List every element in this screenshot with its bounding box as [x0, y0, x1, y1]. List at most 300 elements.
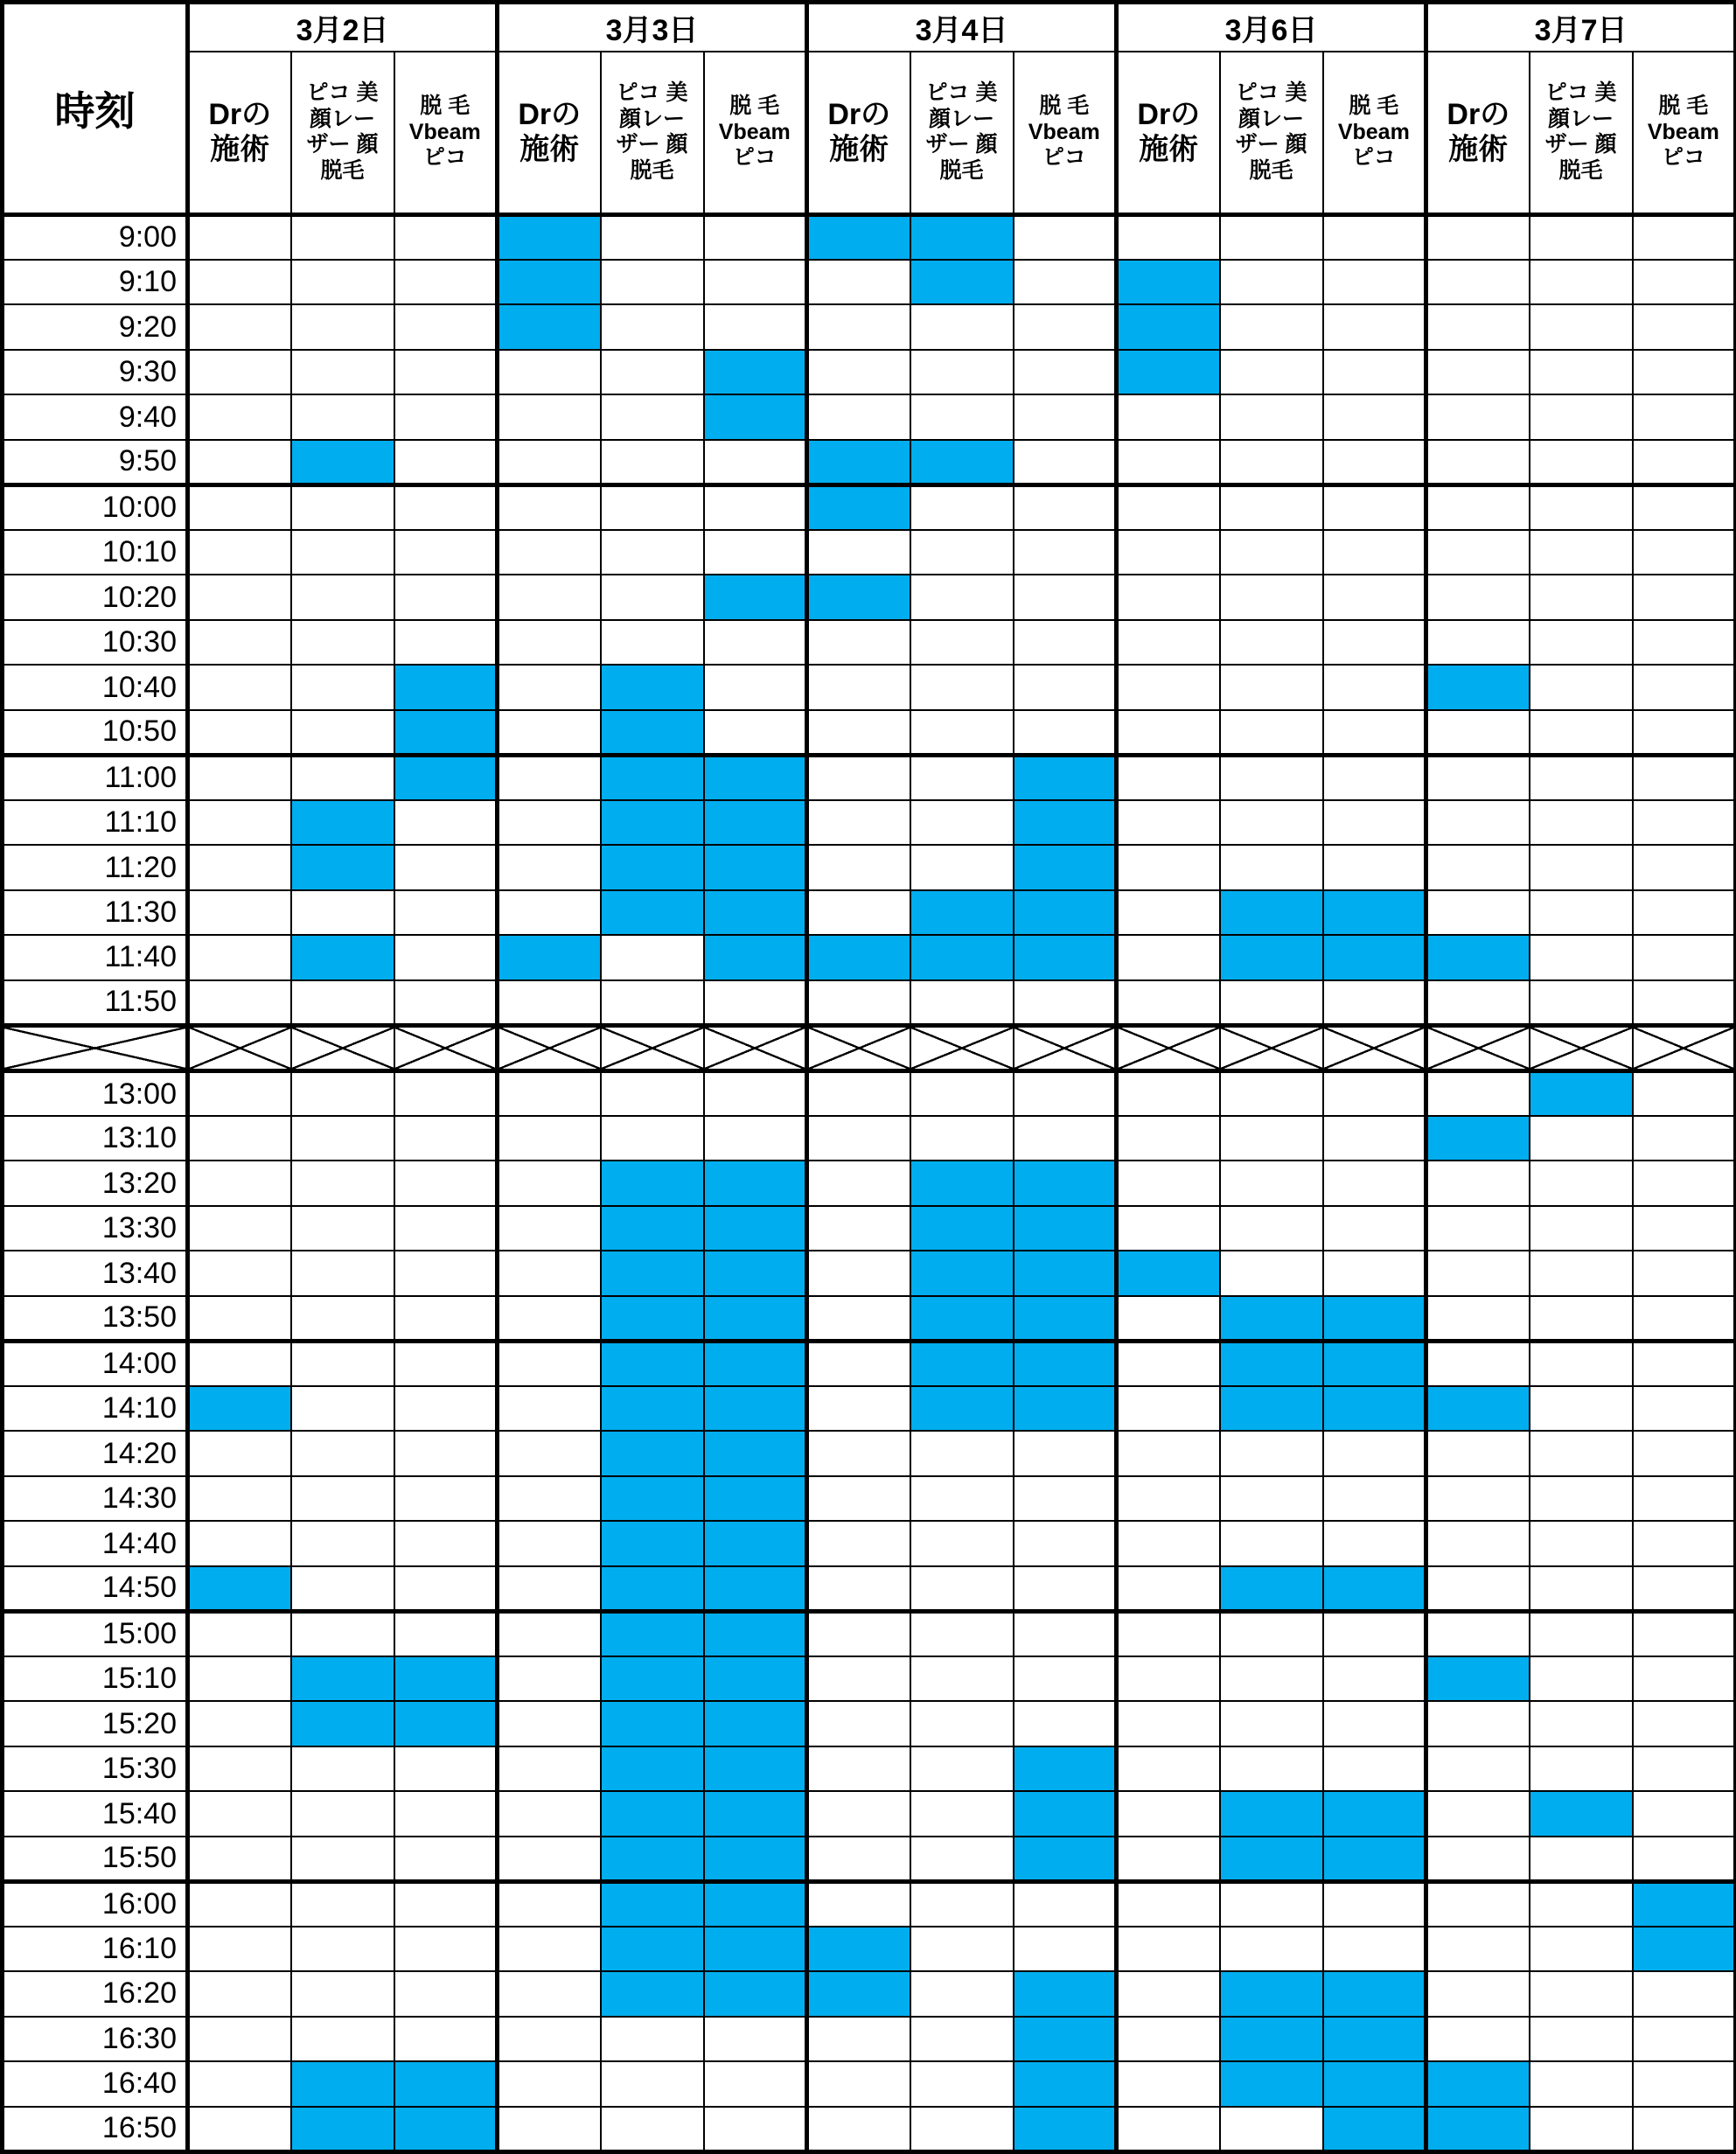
available-slot-cell[interactable] — [704, 665, 807, 709]
available-slot-cell[interactable] — [1426, 1161, 1530, 1205]
booked-slot-cell[interactable] — [1220, 890, 1323, 935]
available-slot-cell[interactable] — [1220, 394, 1323, 439]
available-slot-cell[interactable] — [394, 1521, 498, 1565]
available-slot-cell[interactable] — [1633, 575, 1736, 619]
available-slot-cell[interactable] — [1426, 1791, 1530, 1836]
available-slot-cell[interactable] — [807, 710, 910, 755]
available-slot-cell[interactable] — [1323, 980, 1426, 1025]
available-slot-cell[interactable] — [498, 1386, 601, 1431]
available-slot-cell[interactable] — [1633, 620, 1736, 665]
available-slot-cell[interactable] — [807, 1746, 910, 1791]
booked-slot-cell[interactable] — [807, 484, 910, 529]
available-slot-cell[interactable] — [807, 800, 910, 845]
available-slot-cell[interactable] — [498, 484, 601, 529]
available-slot-cell[interactable] — [188, 1881, 291, 1926]
booked-slot-cell[interactable] — [807, 1927, 910, 1971]
available-slot-cell[interactable] — [394, 260, 498, 304]
available-slot-cell[interactable] — [807, 890, 910, 935]
booked-slot-cell[interactable] — [1117, 304, 1220, 349]
available-slot-cell[interactable] — [704, 440, 807, 484]
available-slot-cell[interactable] — [1530, 304, 1633, 349]
booked-slot-cell[interactable] — [601, 1476, 704, 1521]
booked-slot-cell[interactable] — [394, 1701, 498, 1746]
available-slot-cell[interactable] — [498, 890, 601, 935]
available-slot-cell[interactable] — [394, 440, 498, 484]
available-slot-cell[interactable] — [291, 1296, 394, 1341]
available-slot-cell[interactable] — [498, 1927, 601, 1971]
available-slot-cell[interactable] — [1014, 575, 1117, 619]
booked-slot-cell[interactable] — [1117, 350, 1220, 394]
available-slot-cell[interactable] — [1220, 1611, 1323, 1656]
booked-slot-cell[interactable] — [704, 1341, 807, 1385]
available-slot-cell[interactable] — [1323, 665, 1426, 709]
booked-slot-cell[interactable] — [601, 1881, 704, 1926]
booked-slot-cell[interactable] — [1220, 1566, 1323, 1611]
booked-slot-cell[interactable] — [1220, 935, 1323, 979]
available-slot-cell[interactable] — [1633, 484, 1736, 529]
available-slot-cell[interactable] — [188, 1161, 291, 1205]
available-slot-cell[interactable] — [394, 890, 498, 935]
available-slot-cell[interactable] — [1117, 665, 1220, 709]
available-slot-cell[interactable] — [394, 845, 498, 889]
available-slot-cell[interactable] — [1530, 215, 1633, 260]
booked-slot-cell[interactable] — [704, 1206, 807, 1251]
booked-slot-cell[interactable] — [601, 1791, 704, 1836]
available-slot-cell[interactable] — [188, 350, 291, 394]
available-slot-cell[interactable] — [498, 1251, 601, 1295]
available-slot-cell[interactable] — [1014, 1071, 1117, 1116]
booked-slot-cell[interactable] — [704, 1521, 807, 1565]
available-slot-cell[interactable] — [498, 1566, 601, 1611]
available-slot-cell[interactable] — [291, 1927, 394, 1971]
available-slot-cell[interactable] — [394, 1566, 498, 1611]
booked-slot-cell[interactable] — [1014, 800, 1117, 845]
available-slot-cell[interactable] — [498, 1701, 601, 1746]
available-slot-cell[interactable] — [1633, 710, 1736, 755]
booked-slot-cell[interactable] — [807, 1971, 910, 2016]
available-slot-cell[interactable] — [394, 1071, 498, 1116]
available-slot-cell[interactable] — [188, 1431, 291, 1475]
available-slot-cell[interactable] — [910, 2061, 1014, 2106]
available-slot-cell[interactable] — [910, 1476, 1014, 1521]
available-slot-cell[interactable] — [1220, 350, 1323, 394]
available-slot-cell[interactable] — [394, 575, 498, 619]
available-slot-cell[interactable] — [807, 1521, 910, 1565]
available-slot-cell[interactable] — [910, 1701, 1014, 1746]
available-slot-cell[interactable] — [1426, 1071, 1530, 1116]
booked-slot-cell[interactable] — [1323, 1837, 1426, 1881]
booked-slot-cell[interactable] — [1014, 935, 1117, 979]
available-slot-cell[interactable] — [291, 1611, 394, 1656]
available-slot-cell[interactable] — [1530, 755, 1633, 799]
available-slot-cell[interactable] — [498, 620, 601, 665]
booked-slot-cell[interactable] — [1323, 935, 1426, 979]
available-slot-cell[interactable] — [601, 440, 704, 484]
available-slot-cell[interactable] — [1633, 2107, 1736, 2152]
booked-slot-cell[interactable] — [1426, 1116, 1530, 1161]
available-slot-cell[interactable] — [1117, 1071, 1220, 1116]
available-slot-cell[interactable] — [394, 1476, 498, 1521]
booked-slot-cell[interactable] — [1014, 1971, 1117, 2016]
available-slot-cell[interactable] — [704, 530, 807, 575]
available-slot-cell[interactable] — [291, 1476, 394, 1521]
available-slot-cell[interactable] — [1530, 1161, 1633, 1205]
available-slot-cell[interactable] — [1117, 1386, 1220, 1431]
available-slot-cell[interactable] — [291, 1566, 394, 1611]
available-slot-cell[interactable] — [910, 1971, 1014, 2016]
available-slot-cell[interactable] — [291, 1206, 394, 1251]
booked-slot-cell[interactable] — [601, 1656, 704, 1701]
booked-slot-cell[interactable] — [704, 1701, 807, 1746]
available-slot-cell[interactable] — [291, 350, 394, 394]
available-slot-cell[interactable] — [910, 304, 1014, 349]
available-slot-cell[interactable] — [704, 304, 807, 349]
booked-slot-cell[interactable] — [601, 1341, 704, 1385]
available-slot-cell[interactable] — [1426, 350, 1530, 394]
available-slot-cell[interactable] — [1323, 710, 1426, 755]
available-slot-cell[interactable] — [807, 1837, 910, 1881]
available-slot-cell[interactable] — [910, 845, 1014, 889]
booked-slot-cell[interactable] — [1323, 890, 1426, 935]
available-slot-cell[interactable] — [910, 2017, 1014, 2061]
available-slot-cell[interactable] — [1323, 1116, 1426, 1161]
available-slot-cell[interactable] — [498, 1341, 601, 1385]
available-slot-cell[interactable] — [498, 755, 601, 799]
available-slot-cell[interactable] — [1530, 1431, 1633, 1475]
available-slot-cell[interactable] — [1426, 1521, 1530, 1565]
booked-slot-cell[interactable] — [291, 845, 394, 889]
available-slot-cell[interactable] — [1530, 2107, 1633, 2152]
available-slot-cell[interactable] — [1220, 980, 1323, 1025]
available-slot-cell[interactable] — [1117, 484, 1220, 529]
available-slot-cell[interactable] — [704, 260, 807, 304]
available-slot-cell[interactable] — [1530, 980, 1633, 1025]
booked-slot-cell[interactable] — [1323, 2017, 1426, 2061]
available-slot-cell[interactable] — [498, 845, 601, 889]
available-slot-cell[interactable] — [394, 1161, 498, 1205]
available-slot-cell[interactable] — [1633, 1341, 1736, 1385]
available-slot-cell[interactable] — [1117, 1837, 1220, 1881]
available-slot-cell[interactable] — [394, 1927, 498, 1971]
available-slot-cell[interactable] — [1426, 1611, 1530, 1656]
available-slot-cell[interactable] — [1633, 1521, 1736, 1565]
available-slot-cell[interactable] — [291, 1071, 394, 1116]
booked-slot-cell[interactable] — [704, 1566, 807, 1611]
booked-slot-cell[interactable] — [1014, 1341, 1117, 1385]
booked-slot-cell[interactable] — [601, 1296, 704, 1341]
booked-slot-cell[interactable] — [704, 890, 807, 935]
available-slot-cell[interactable] — [1426, 440, 1530, 484]
available-slot-cell[interactable] — [291, 755, 394, 799]
available-slot-cell[interactable] — [1117, 1791, 1220, 1836]
available-slot-cell[interactable] — [1117, 1476, 1220, 1521]
available-slot-cell[interactable] — [1426, 394, 1530, 439]
available-slot-cell[interactable] — [807, 620, 910, 665]
available-slot-cell[interactable] — [1014, 620, 1117, 665]
available-slot-cell[interactable] — [1117, 1161, 1220, 1205]
available-slot-cell[interactable] — [704, 215, 807, 260]
available-slot-cell[interactable] — [291, 484, 394, 529]
available-slot-cell[interactable] — [1633, 1251, 1736, 1295]
available-slot-cell[interactable] — [291, 890, 394, 935]
available-slot-cell[interactable] — [807, 394, 910, 439]
available-slot-cell[interactable] — [188, 1927, 291, 1971]
available-slot-cell[interactable] — [1323, 394, 1426, 439]
booked-slot-cell[interactable] — [910, 440, 1014, 484]
available-slot-cell[interactable] — [1633, 890, 1736, 935]
available-slot-cell[interactable] — [1323, 755, 1426, 799]
available-slot-cell[interactable] — [807, 1206, 910, 1251]
booked-slot-cell[interactable] — [1426, 1656, 1530, 1701]
available-slot-cell[interactable] — [601, 484, 704, 529]
available-slot-cell[interactable] — [394, 1386, 498, 1431]
booked-slot-cell[interactable] — [1323, 1296, 1426, 1341]
available-slot-cell[interactable] — [910, 1116, 1014, 1161]
available-slot-cell[interactable] — [910, 980, 1014, 1025]
available-slot-cell[interactable] — [1530, 1701, 1633, 1746]
available-slot-cell[interactable] — [807, 1611, 910, 1656]
booked-slot-cell[interactable] — [1426, 2061, 1530, 2106]
booked-slot-cell[interactable] — [1014, 2107, 1117, 2152]
available-slot-cell[interactable] — [1426, 260, 1530, 304]
booked-slot-cell[interactable] — [1220, 1791, 1323, 1836]
available-slot-cell[interactable] — [1117, 980, 1220, 1025]
available-slot-cell[interactable] — [1117, 1116, 1220, 1161]
available-slot-cell[interactable] — [498, 1161, 601, 1205]
booked-slot-cell[interactable] — [704, 350, 807, 394]
available-slot-cell[interactable] — [188, 394, 291, 439]
available-slot-cell[interactable] — [1530, 845, 1633, 889]
available-slot-cell[interactable] — [807, 1476, 910, 1521]
available-slot-cell[interactable] — [394, 1116, 498, 1161]
available-slot-cell[interactable] — [188, 1296, 291, 1341]
available-slot-cell[interactable] — [910, 755, 1014, 799]
booked-slot-cell[interactable] — [601, 665, 704, 709]
available-slot-cell[interactable] — [1014, 665, 1117, 709]
available-slot-cell[interactable] — [704, 980, 807, 1025]
available-slot-cell[interactable] — [498, 350, 601, 394]
available-slot-cell[interactable] — [498, 1746, 601, 1791]
available-slot-cell[interactable] — [1426, 304, 1530, 349]
booked-slot-cell[interactable] — [704, 1296, 807, 1341]
available-slot-cell[interactable] — [498, 440, 601, 484]
available-slot-cell[interactable] — [291, 1251, 394, 1295]
available-slot-cell[interactable] — [910, 1746, 1014, 1791]
booked-slot-cell[interactable] — [601, 1611, 704, 1656]
available-slot-cell[interactable] — [1323, 1071, 1426, 1116]
booked-slot-cell[interactable] — [1014, 845, 1117, 889]
available-slot-cell[interactable] — [807, 845, 910, 889]
available-slot-cell[interactable] — [188, 1746, 291, 1791]
available-slot-cell[interactable] — [1426, 980, 1530, 1025]
available-slot-cell[interactable] — [1530, 530, 1633, 575]
booked-slot-cell[interactable] — [910, 1296, 1014, 1341]
available-slot-cell[interactable] — [188, 440, 291, 484]
available-slot-cell[interactable] — [188, 1476, 291, 1521]
booked-slot-cell[interactable] — [704, 1386, 807, 1431]
available-slot-cell[interactable] — [1117, 1656, 1220, 1701]
available-slot-cell[interactable] — [1220, 1746, 1323, 1791]
available-slot-cell[interactable] — [1530, 1251, 1633, 1295]
booked-slot-cell[interactable] — [807, 935, 910, 979]
available-slot-cell[interactable] — [1323, 845, 1426, 889]
booked-slot-cell[interactable] — [704, 1611, 807, 1656]
available-slot-cell[interactable] — [1633, 1656, 1736, 1701]
available-slot-cell[interactable] — [1220, 530, 1323, 575]
available-slot-cell[interactable] — [1220, 304, 1323, 349]
available-slot-cell[interactable] — [188, 2061, 291, 2106]
available-slot-cell[interactable] — [1633, 440, 1736, 484]
available-slot-cell[interactable] — [1426, 1431, 1530, 1475]
available-slot-cell[interactable] — [1530, 1971, 1633, 2016]
available-slot-cell[interactable] — [1426, 1206, 1530, 1251]
available-slot-cell[interactable] — [807, 1881, 910, 1926]
booked-slot-cell[interactable] — [704, 1791, 807, 1836]
booked-slot-cell[interactable] — [188, 1386, 291, 1431]
available-slot-cell[interactable] — [807, 1791, 910, 1836]
booked-slot-cell[interactable] — [1323, 2107, 1426, 2152]
booked-slot-cell[interactable] — [910, 890, 1014, 935]
booked-slot-cell[interactable] — [601, 1521, 704, 1565]
booked-slot-cell[interactable] — [1220, 1341, 1323, 1385]
available-slot-cell[interactable] — [910, 350, 1014, 394]
booked-slot-cell[interactable] — [704, 1746, 807, 1791]
available-slot-cell[interactable] — [807, 2017, 910, 2061]
booked-slot-cell[interactable] — [910, 935, 1014, 979]
available-slot-cell[interactable] — [1426, 1296, 1530, 1341]
booked-slot-cell[interactable] — [394, 2107, 498, 2152]
available-slot-cell[interactable] — [1633, 1611, 1736, 1656]
available-slot-cell[interactable] — [1014, 1656, 1117, 1701]
available-slot-cell[interactable] — [498, 2107, 601, 2152]
booked-slot-cell[interactable] — [1220, 2061, 1323, 2106]
booked-slot-cell[interactable] — [704, 1431, 807, 1475]
available-slot-cell[interactable] — [394, 1746, 498, 1791]
booked-slot-cell[interactable] — [601, 800, 704, 845]
available-slot-cell[interactable] — [1323, 1521, 1426, 1565]
available-slot-cell[interactable] — [1117, 1701, 1220, 1746]
available-slot-cell[interactable] — [704, 710, 807, 755]
available-slot-cell[interactable] — [1117, 1566, 1220, 1611]
available-slot-cell[interactable] — [1633, 1071, 1736, 1116]
available-slot-cell[interactable] — [498, 1431, 601, 1475]
booked-slot-cell[interactable] — [601, 890, 704, 935]
available-slot-cell[interactable] — [1220, 1476, 1323, 1521]
available-slot-cell[interactable] — [704, 2107, 807, 2152]
available-slot-cell[interactable] — [1426, 710, 1530, 755]
booked-slot-cell[interactable] — [1633, 1927, 1736, 1971]
available-slot-cell[interactable] — [1530, 935, 1633, 979]
available-slot-cell[interactable] — [498, 710, 601, 755]
available-slot-cell[interactable] — [910, 1521, 1014, 1565]
available-slot-cell[interactable] — [394, 620, 498, 665]
booked-slot-cell[interactable] — [291, 800, 394, 845]
available-slot-cell[interactable] — [1323, 1431, 1426, 1475]
available-slot-cell[interactable] — [498, 530, 601, 575]
booked-slot-cell[interactable] — [394, 710, 498, 755]
booked-slot-cell[interactable] — [1323, 1566, 1426, 1611]
available-slot-cell[interactable] — [1323, 1746, 1426, 1791]
available-slot-cell[interactable] — [1530, 1296, 1633, 1341]
available-slot-cell[interactable] — [601, 935, 704, 979]
available-slot-cell[interactable] — [601, 2061, 704, 2106]
available-slot-cell[interactable] — [1530, 1341, 1633, 1385]
available-slot-cell[interactable] — [1426, 1971, 1530, 2016]
available-slot-cell[interactable] — [1426, 1746, 1530, 1791]
available-slot-cell[interactable] — [704, 2017, 807, 2061]
available-slot-cell[interactable] — [291, 304, 394, 349]
booked-slot-cell[interactable] — [910, 215, 1014, 260]
available-slot-cell[interactable] — [1117, 1296, 1220, 1341]
available-slot-cell[interactable] — [188, 845, 291, 889]
available-slot-cell[interactable] — [910, 2107, 1014, 2152]
available-slot-cell[interactable] — [1117, 935, 1220, 979]
available-slot-cell[interactable] — [1117, 1521, 1220, 1565]
available-slot-cell[interactable] — [1014, 215, 1117, 260]
available-slot-cell[interactable] — [1117, 215, 1220, 260]
available-slot-cell[interactable] — [1426, 1927, 1530, 1971]
available-slot-cell[interactable] — [1014, 710, 1117, 755]
available-slot-cell[interactable] — [807, 1296, 910, 1341]
booked-slot-cell[interactable] — [910, 1341, 1014, 1385]
available-slot-cell[interactable] — [1220, 1071, 1323, 1116]
booked-slot-cell[interactable] — [704, 755, 807, 799]
available-slot-cell[interactable] — [291, 1837, 394, 1881]
available-slot-cell[interactable] — [1117, 755, 1220, 799]
available-slot-cell[interactable] — [910, 1881, 1014, 1926]
booked-slot-cell[interactable] — [1014, 1161, 1117, 1205]
available-slot-cell[interactable] — [601, 1116, 704, 1161]
available-slot-cell[interactable] — [910, 530, 1014, 575]
available-slot-cell[interactable] — [910, 1927, 1014, 1971]
available-slot-cell[interactable] — [1633, 530, 1736, 575]
booked-slot-cell[interactable] — [291, 1701, 394, 1746]
booked-slot-cell[interactable] — [1220, 1837, 1323, 1881]
available-slot-cell[interactable] — [498, 1071, 601, 1116]
available-slot-cell[interactable] — [1323, 1927, 1426, 1971]
available-slot-cell[interactable] — [1426, 215, 1530, 260]
available-slot-cell[interactable] — [188, 755, 291, 799]
available-slot-cell[interactable] — [601, 260, 704, 304]
available-slot-cell[interactable] — [188, 710, 291, 755]
available-slot-cell[interactable] — [1633, 1386, 1736, 1431]
booked-slot-cell[interactable] — [1323, 1341, 1426, 1385]
available-slot-cell[interactable] — [1530, 350, 1633, 394]
available-slot-cell[interactable] — [910, 1611, 1014, 1656]
available-slot-cell[interactable] — [394, 980, 498, 1025]
booked-slot-cell[interactable] — [1426, 2107, 1530, 2152]
booked-slot-cell[interactable] — [1323, 1791, 1426, 1836]
booked-slot-cell[interactable] — [1117, 1251, 1220, 1295]
booked-slot-cell[interactable] — [910, 1206, 1014, 1251]
available-slot-cell[interactable] — [1530, 1837, 1633, 1881]
booked-slot-cell[interactable] — [704, 575, 807, 619]
booked-slot-cell[interactable] — [704, 800, 807, 845]
available-slot-cell[interactable] — [1117, 890, 1220, 935]
available-slot-cell[interactable] — [807, 1656, 910, 1701]
available-slot-cell[interactable] — [498, 1476, 601, 1521]
available-slot-cell[interactable] — [1323, 1161, 1426, 1205]
available-slot-cell[interactable] — [188, 2107, 291, 2152]
available-slot-cell[interactable] — [1530, 575, 1633, 619]
booked-slot-cell[interactable] — [1323, 2061, 1426, 2106]
available-slot-cell[interactable] — [188, 1071, 291, 1116]
available-slot-cell[interactable] — [1014, 484, 1117, 529]
available-slot-cell[interactable] — [807, 1071, 910, 1116]
available-slot-cell[interactable] — [1426, 484, 1530, 529]
available-slot-cell[interactable] — [1220, 1116, 1323, 1161]
available-slot-cell[interactable] — [1530, 1611, 1633, 1656]
